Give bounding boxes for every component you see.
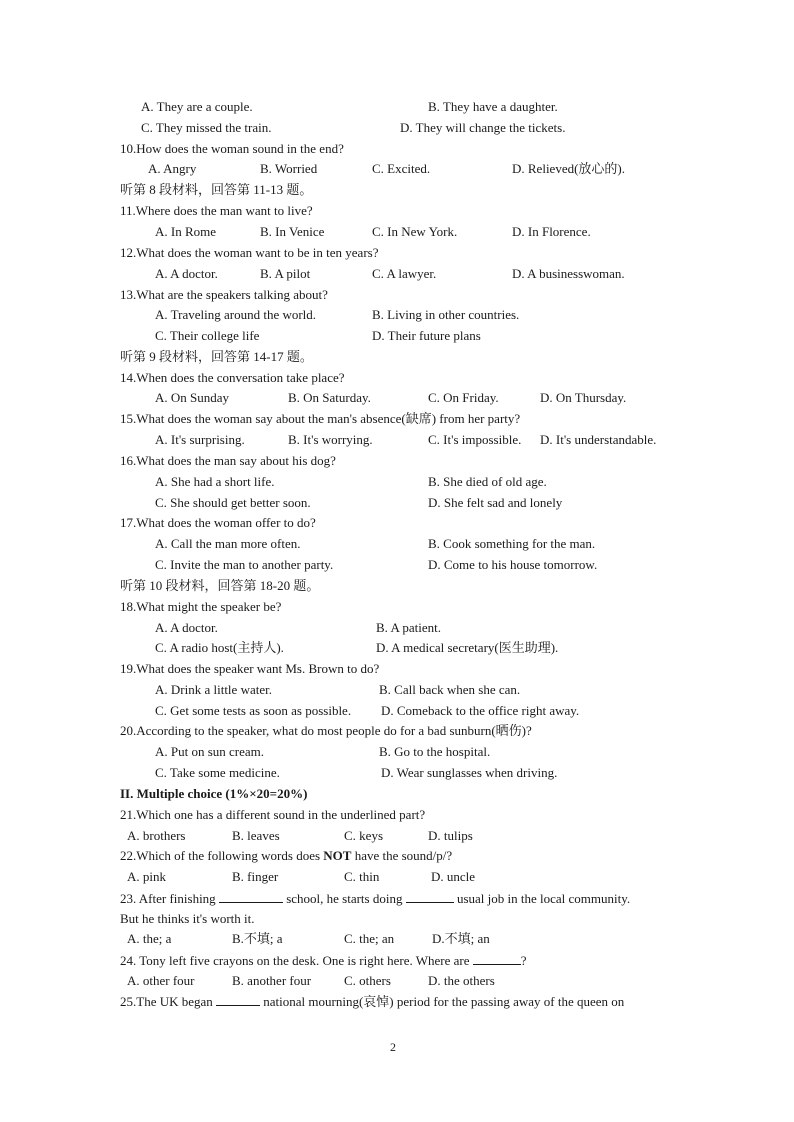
option-text: B. A patient.: [376, 620, 441, 635]
option-text: C. Excited.: [372, 161, 431, 176]
option-text: B. finger: [232, 869, 279, 884]
question-text: [120, 848, 452, 864]
option-text: A. In Rome: [155, 224, 217, 239]
emphasis-not: NOT: [323, 848, 352, 863]
option-text: C. Get some tests as soon as possible.: [155, 703, 352, 718]
option-text: D. uncle: [431, 869, 476, 884]
option-text: B.不填; a: [232, 931, 283, 946]
option-text: B. It's worrying.: [288, 432, 373, 447]
question-text: 13.What are the speakers talking about?: [120, 287, 328, 302]
question-text-part: school, he starts doing: [282, 891, 406, 906]
question-text: 19.What does the speaker want Ms. Brown to do?: [120, 661, 380, 676]
question-text: 21.Which one has a different sound in the underlined part?: [120, 807, 426, 822]
option-text: D. Comeback to the office right away.: [381, 703, 580, 718]
option-text: C. It's impossible.: [428, 432, 522, 447]
option-text: A. Drink a little water.: [155, 682, 272, 697]
option-text: D. Their future plans: [372, 328, 481, 343]
question-text-part: national mourning(哀悼) period for the passing away of the queen on: [260, 994, 625, 1009]
option-text: D. the others: [428, 973, 495, 988]
question-text: 12.What does the woman want to be in ten years?: [120, 245, 379, 260]
option-text: A. Put on sun cream.: [155, 744, 265, 759]
question-text: [120, 993, 624, 1010]
option-text: C. Their college life: [155, 328, 260, 343]
question-text: [120, 952, 527, 969]
option-text: A. other four: [127, 973, 195, 988]
option-text: B. Call back when she can.: [379, 682, 521, 697]
question-text-part: ?: [520, 953, 527, 968]
option-text: C. Take some medicine.: [155, 765, 280, 780]
section-instruction: 听第 10 段材料，回答第 18-20 题。: [120, 578, 320, 593]
question-text: 11.Where does the man want to live?: [120, 203, 313, 218]
question-text: 20.According to the speaker, what do most people do for a bad sunburn(晒伤)?: [120, 723, 532, 738]
option-text: C. A radio host(主持人).: [155, 640, 284, 655]
option-text: C. They missed the train.: [141, 120, 272, 135]
option-text: C. thin: [344, 869, 380, 884]
option-text: C. On Friday.: [428, 390, 499, 405]
option-text: B. Worried: [260, 161, 318, 176]
answer-blank: [216, 993, 260, 1006]
option-text: A. the; a: [127, 931, 172, 946]
option-text: C. the; an: [344, 931, 395, 946]
option-text: D. On Thursday.: [540, 390, 627, 405]
option-text: D. A businesswoman.: [512, 266, 625, 281]
option-text: C. keys: [344, 828, 383, 843]
option-text: D. A medical secretary(医生助理).: [376, 640, 559, 655]
option-text: C. others: [344, 973, 391, 988]
page-number: 2: [390, 1040, 396, 1054]
option-text: A. pink: [127, 869, 166, 884]
option-text: D. It's understandable.: [540, 432, 657, 447]
option-text: B. A pilot: [260, 266, 311, 281]
question-text: But he thinks it's worth it.: [120, 911, 255, 926]
question-text: [120, 890, 630, 907]
option-text: B. leaves: [232, 828, 280, 843]
section-heading: II. Multiple choice (1%×20=20%): [120, 786, 308, 801]
option-text: D.不填; an: [432, 931, 490, 946]
question-text-part: 23. After finishing: [120, 891, 219, 906]
option-text: B. Cook something for the man.: [428, 536, 596, 551]
option-text: A. They are a couple.: [141, 99, 253, 114]
question-text: 18.What might the speaker be?: [120, 599, 282, 614]
option-text: A. She had a short life.: [155, 474, 275, 489]
option-text: B. Living in other countries.: [372, 307, 520, 322]
question-text-part: 25.The UK began: [120, 994, 217, 1009]
option-text: B. On Saturday.: [288, 390, 371, 405]
option-text: D. tulips: [428, 828, 473, 843]
option-text: C. Invite the man to another party.: [155, 557, 334, 572]
option-text: D. They will change the tickets.: [400, 120, 566, 135]
option-text: D. She felt sad and lonely: [428, 495, 563, 510]
option-text: A. A doctor.: [155, 266, 218, 281]
option-text: D. In Florence.: [512, 224, 591, 239]
option-text: A. Traveling around the world.: [155, 307, 317, 322]
option-text: B. Go to the hospital.: [379, 744, 491, 759]
option-text: C. She should get better soon.: [155, 495, 311, 510]
answer-blank: [219, 890, 283, 903]
question-text-part: usual job in the local community.: [453, 891, 631, 906]
question-text-part: have the sound/p/?: [351, 848, 453, 863]
option-text: A. Call the man more often.: [155, 536, 301, 551]
question-text-part: 24. Tony left five crayons on the desk. One is right here. Where are: [120, 953, 473, 968]
question-text: 17.What does the woman offer to do?: [120, 515, 316, 530]
answer-blank: [473, 952, 521, 965]
option-text: A. On Sunday: [155, 390, 230, 405]
option-text: D. Come to his house tomorrow.: [428, 557, 598, 572]
option-text: A. It's surprising.: [155, 432, 245, 447]
answer-blank: [406, 890, 454, 903]
question-text: 14.When does the conversation take place?: [120, 370, 345, 385]
option-text: B. In Venice: [260, 224, 325, 239]
section-instruction: 听第 9 段材料，回答第 14-17 题。: [120, 349, 313, 364]
option-text: C. In New York.: [372, 224, 458, 239]
option-text: D. Relieved(放心的).: [512, 161, 626, 176]
option-text: A. brothers: [127, 828, 186, 843]
option-text: C. A lawyer.: [372, 266, 437, 281]
option-text: B. They have a daughter.: [428, 99, 558, 114]
section-instruction: 听第 8 段材料，回答第 11-13 题。: [120, 182, 313, 197]
question-text-part: 22.Which of the following words does: [120, 848, 324, 863]
option-text: B. She died of old age.: [428, 474, 547, 489]
option-text: D. Wear sunglasses when driving.: [381, 765, 558, 780]
option-text: A. A doctor.: [155, 620, 218, 635]
option-text: B. another four: [232, 973, 312, 988]
question-text: 16.What does the man say about his dog?: [120, 453, 336, 468]
option-text: A. Angry: [148, 161, 197, 176]
question-text: 10.How does the woman sound in the end?: [120, 141, 344, 156]
question-text: 15.What does the woman say about the man's absence(缺席) from her party?: [120, 411, 521, 426]
